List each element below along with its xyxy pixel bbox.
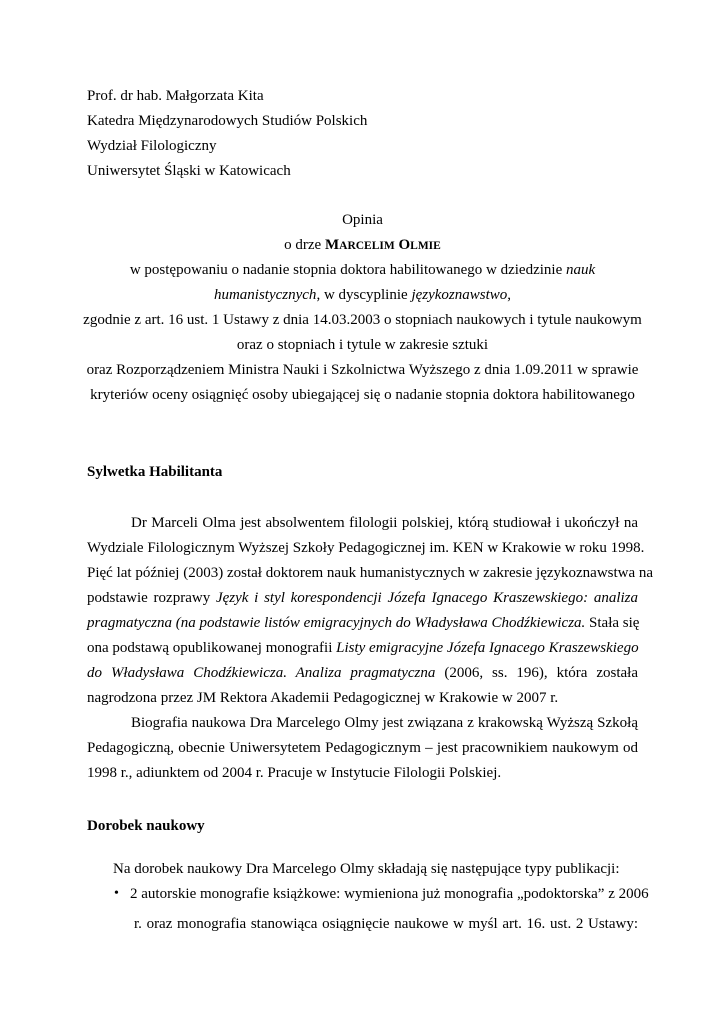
subject-line bbox=[60, 236, 665, 255]
field-name-part2: humanistycznych bbox=[213, 287, 317, 303]
field-name-part1: nauk bbox=[565, 262, 596, 278]
paragraph-line: Pięć lat później (2003) został doktorem nauk humanistycznych w zakresie językoznawstwa na bbox=[87, 565, 654, 581]
paragraph-line bbox=[87, 639, 638, 657]
procedure-line-2 bbox=[60, 286, 665, 304]
legal-basis-line-1: zgodnie z art. 16 ust. 1 Ustawy z dnia 14.03.2003 o stopniach naukowych i tytule naukowym bbox=[83, 312, 642, 328]
monograph-title: Listy emigracyjne Józefa Ignacego Kraszewskiego bbox=[336, 640, 639, 656]
discipline-name: językoznawstwo bbox=[411, 287, 508, 303]
paragraph-line: 1998 r., adiunktem od 2004 r. Pracuje w Instytucie Filologii Polskiej. bbox=[87, 765, 502, 781]
bullet-icon: • bbox=[114, 886, 119, 901]
text-segment: podstawie rozprawy bbox=[87, 590, 216, 606]
author-university: Uniwersytet Śląski w Katowicach bbox=[87, 163, 291, 179]
procedure-line-1 bbox=[60, 261, 665, 279]
text-segment: (2006, ss. 196), która została bbox=[435, 665, 638, 681]
dissertation-title: Język i styl korespondencji Józefa Ignacego Kraszewskiego: analiza bbox=[215, 590, 638, 606]
paragraph-line bbox=[87, 589, 638, 607]
procedure-text: w postępowaniu o nadanie stopnia doktora habilitowanego w dziedzinie bbox=[129, 262, 566, 278]
legal-basis-line-2: oraz o stopniach i tytule w zakresie sztuki bbox=[236, 337, 489, 353]
list-item-text: 2 autorskie monografie książkowe: wymieniona już monografia „podoktorska” z 2006 bbox=[130, 886, 649, 902]
author-faculty: Wydział Filologiczny bbox=[87, 138, 217, 154]
name-rest-1: ARCELIM bbox=[339, 240, 395, 252]
paragraph-line: Dr Marceli Olma jest absolwentem filologii polskiej, którą studiował i ukończył na bbox=[131, 515, 638, 531]
legal-basis-line-4: kryteriów oceny osiągnięć osoby ubiegającej się o nadanie stopnia doktora habilitowanego bbox=[90, 387, 635, 403]
discipline-prefix: , w dyscyplinie bbox=[316, 287, 412, 303]
paragraph-line bbox=[87, 664, 638, 682]
name-rest-2: LMIE bbox=[410, 240, 441, 252]
monograph-title-cont: do Władysława Chodźkiewicza. Analiza pragmatyczna bbox=[87, 665, 436, 681]
author-department: Katedra Międzynarodowych Studiów Polskich bbox=[87, 113, 368, 129]
text-segment: Stała się bbox=[585, 615, 640, 631]
name-initial-2: O bbox=[398, 237, 411, 253]
paragraph-line: Wydziale Filologicznym Wyższej Szkoły Pedagogicznej im. KEN w Krakowie w roku 1998. bbox=[87, 540, 645, 556]
subject-prefix: o drze bbox=[284, 237, 325, 253]
section-heading-profile: Sylwetka Habilitanta bbox=[87, 464, 223, 480]
author-name: Prof. dr hab. Małgorzata Kita bbox=[87, 88, 264, 104]
dissertation-title-cont: pragmatyczna (na podstawie listów emigracyjnych do Władysława Chodźkiewicza. bbox=[87, 615, 586, 631]
paragraph-line: Biografia naukowa Dra Marcelego Olmy jest związana z krakowską Wyższą Szkołą bbox=[131, 715, 638, 731]
document-title: Opinia bbox=[342, 212, 383, 228]
section-heading-output: Dorobek naukowy bbox=[87, 818, 205, 834]
legal-basis-line-3: oraz Rozporządzeniem Ministra Nauki i Szkolnictwa Wyższego z dnia 1.09.2011 w sprawie bbox=[86, 362, 639, 378]
paragraph-line: nagrodzona przez JM Rektora Akademii Pedagogicznej w Krakowie w 2007 r. bbox=[87, 690, 559, 706]
paragraph-line bbox=[87, 614, 638, 632]
name-initial-1: M bbox=[324, 237, 340, 253]
publications-intro: Na dorobek naukowy Dra Marcelego Olmy składają się następujące typy publikacji: bbox=[113, 861, 620, 877]
paragraph-line: Pedagogiczną, obecnie Uniwersytetem Pedagogicznym – jest pracownikiem naukowym od bbox=[87, 740, 638, 756]
list-item-text-cont: r. oraz monografia stanowiąca osiągnięcie naukowe w myśl art. 16. ust. 2 Ustawy: bbox=[134, 916, 638, 932]
discipline-suffix: , bbox=[507, 287, 512, 303]
text-segment: ona podstawą opublikowanej monografii bbox=[87, 640, 337, 656]
